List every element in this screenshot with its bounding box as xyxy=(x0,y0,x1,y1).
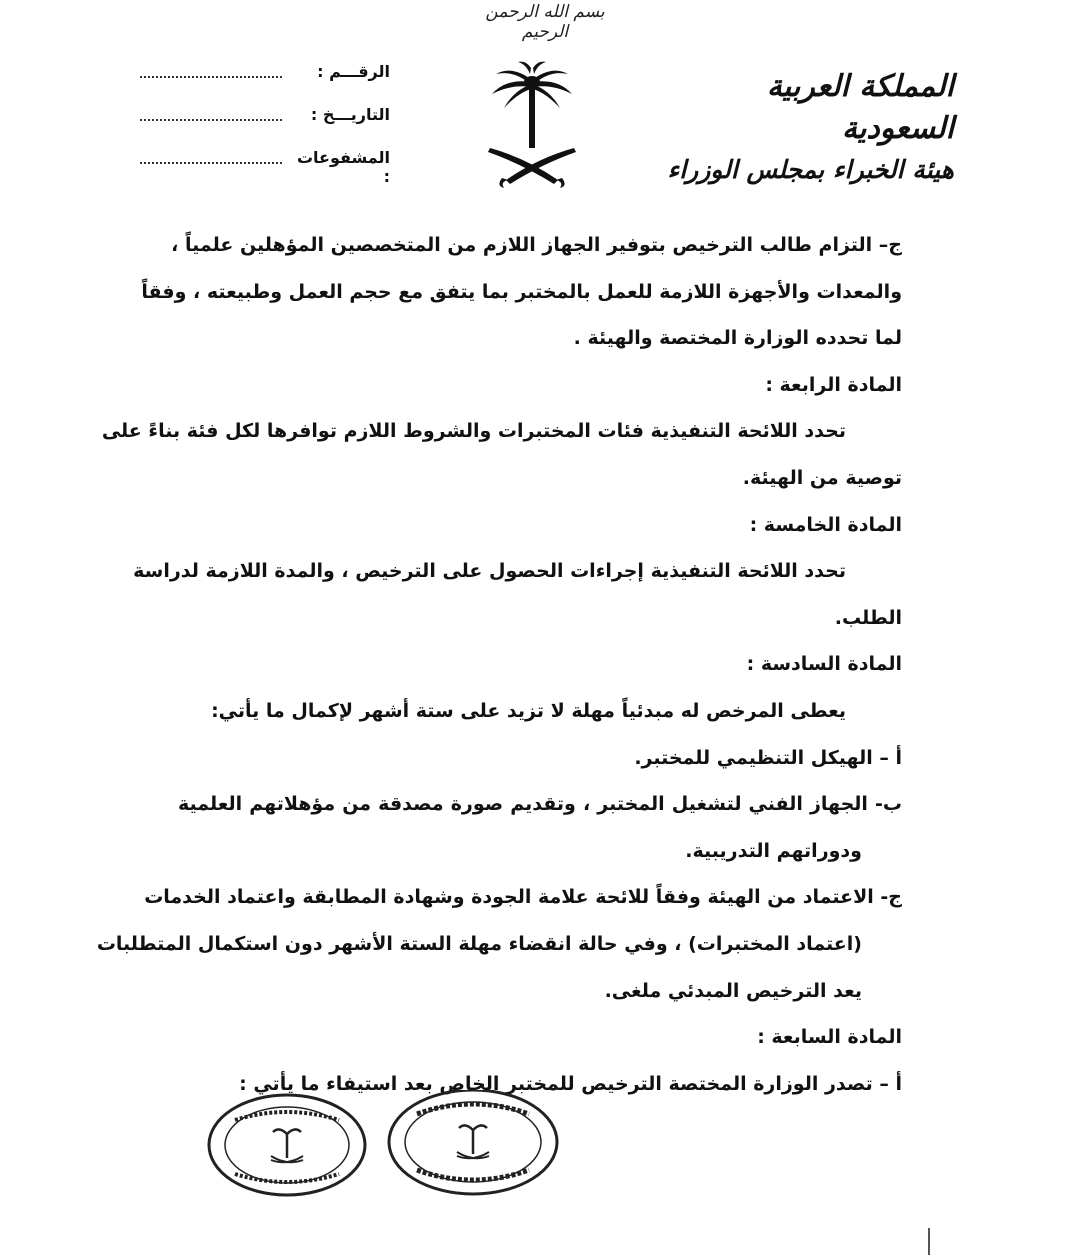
text-line: أ – تصدر الوزارة المختصة الترخيص للمختبر الخاص بعد استيفاء ما يأتي : xyxy=(239,1072,902,1095)
text-line: أ – الهيكل التنظيمي للمختبر. xyxy=(634,746,902,769)
text-line: يعد الترخيص المبدئي ملغى. xyxy=(604,979,862,1002)
text-line: والمعدات والأجهزة اللازمة للعمل بالمختبر بما يتفق مع حجم العمل وطبيعته ، وفقاً xyxy=(141,280,902,303)
article-6-heading: المادة السادسة : xyxy=(746,653,902,676)
attachments-label: المشفوعات : xyxy=(296,148,390,186)
attachments-row xyxy=(140,148,390,191)
text-line: ب- الجهاز الفني لتشغيل المختبر ، وتقديم صورة مصدقة من مؤهلاتهم العلمية xyxy=(178,793,902,816)
left-stamp-icon xyxy=(209,1095,365,1195)
attachments-dotted-line xyxy=(140,148,282,164)
date-dotted-line xyxy=(140,105,282,121)
article-5-heading: المادة الخامسة : xyxy=(749,513,902,536)
authority-name: هيئة الخبراء بمجلس الوزراء xyxy=(667,155,954,184)
number-dotted-line xyxy=(140,62,282,78)
official-stamps xyxy=(205,1090,575,1200)
text-line: ودوراتهم التدريبية. xyxy=(685,839,862,862)
kingdom-name: المملكة العربية السعودية xyxy=(766,69,954,146)
palm-swords-emblem-icon xyxy=(482,60,582,190)
article-7-heading: المادة السابعة : xyxy=(757,1026,902,1049)
text-line: لما تحدده الوزارة المختصة والهيئة . xyxy=(573,327,902,350)
reference-block xyxy=(140,62,390,191)
document-body xyxy=(96,222,902,1107)
text-line: (اعتماد المختبرات) ، وفي حالة انقضاء مهلة الستة الأشهر دون استكمال المتطلبات xyxy=(96,932,862,955)
basmala: بسم الله الرحمن الرحيم xyxy=(485,2,605,42)
article-4-heading: المادة الرابعة : xyxy=(765,373,902,396)
number-row xyxy=(140,62,390,105)
letterhead xyxy=(654,66,954,190)
right-stamp-icon xyxy=(389,1090,557,1194)
number-label: الرقـــم : xyxy=(317,62,390,81)
scan-mark xyxy=(928,1228,930,1255)
date-label: التاريـــخ : xyxy=(310,105,390,124)
text-line: ج- الاعتماد من الهيئة وفقاً للائحة علامة الجودة وشهادة المطابقة واعتماد الخدمات xyxy=(144,886,902,909)
text-line: توصية من الهيئة. xyxy=(742,466,902,489)
text-line: الطلب. xyxy=(834,606,902,629)
text-line: يعطى المرخص له مبدئياً مهلة لا تزيد على ستة أشهر لإكمال ما يأتي: xyxy=(211,699,846,722)
text-line: ج– التزام طالب الترخيص بتوفير الجهاز اللازم من المتخصصين المؤهلين علمياً ، xyxy=(171,234,902,256)
date-row xyxy=(140,105,390,148)
text-line: تحدد اللائحة التنفيذية فئات المختبرات والشروط اللازم توافرها لكل فئة بناءً على xyxy=(101,420,846,443)
text-line: تحدد اللائحة التنفيذية إجراءات الحصول على الترخيص ، والمدة اللازمة لدراسة xyxy=(133,560,846,583)
